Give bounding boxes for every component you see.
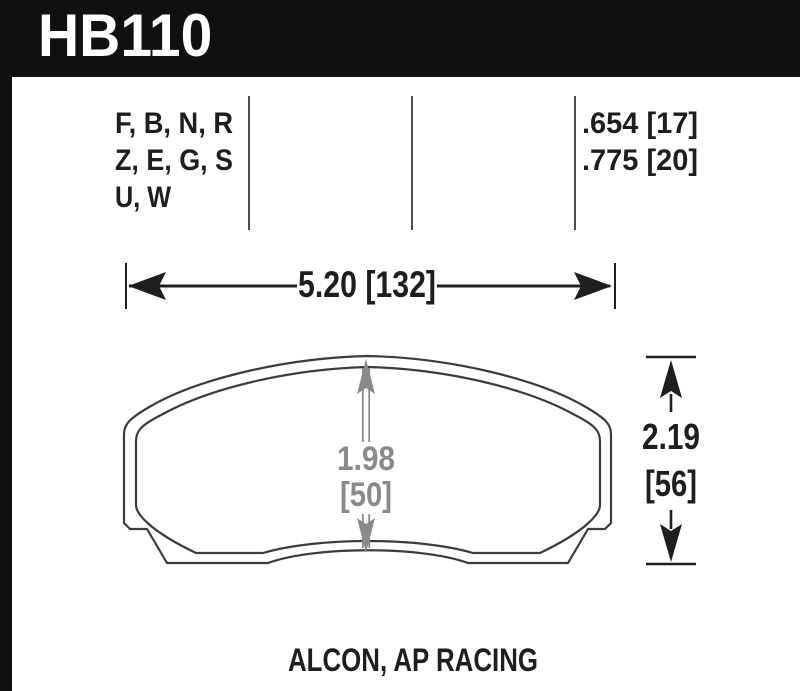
thickness-value-2: .775 [20] bbox=[582, 144, 698, 177]
compound-codes-line-1: F, B, N, R bbox=[115, 107, 234, 140]
caliper-applications-label: ALCON, AP RACING bbox=[288, 642, 538, 678]
compound-codes-line-2: Z, E, G, S bbox=[115, 144, 233, 177]
thickness-value-1: .654 [17] bbox=[582, 107, 698, 140]
width-dimension-label: 5.20 [132] bbox=[298, 264, 436, 305]
spec-diagram bbox=[0, 77, 800, 691]
arrow-down-gray-icon bbox=[357, 518, 375, 553]
center-dimension-value: 1.98 bbox=[337, 440, 395, 478]
center-dimension bbox=[337, 359, 395, 553]
arrow-up-gray-icon bbox=[357, 359, 375, 394]
height-dimension bbox=[642, 357, 700, 564]
height-dimension-metric: [56] bbox=[645, 463, 697, 504]
compound-codes-line-3: U, W bbox=[115, 181, 172, 214]
compound-codes bbox=[115, 107, 233, 214]
pad-thickness-values bbox=[582, 107, 698, 177]
table-dividers bbox=[249, 96, 575, 230]
height-dimension-value: 2.19 bbox=[642, 416, 700, 457]
arrow-down-icon bbox=[660, 524, 682, 562]
width-dimension bbox=[126, 263, 615, 309]
header-bar bbox=[0, 0, 800, 77]
arrow-up-icon bbox=[660, 360, 682, 398]
center-dimension-metric: [50] bbox=[340, 476, 392, 514]
part-number: HB110 bbox=[38, 2, 213, 69]
